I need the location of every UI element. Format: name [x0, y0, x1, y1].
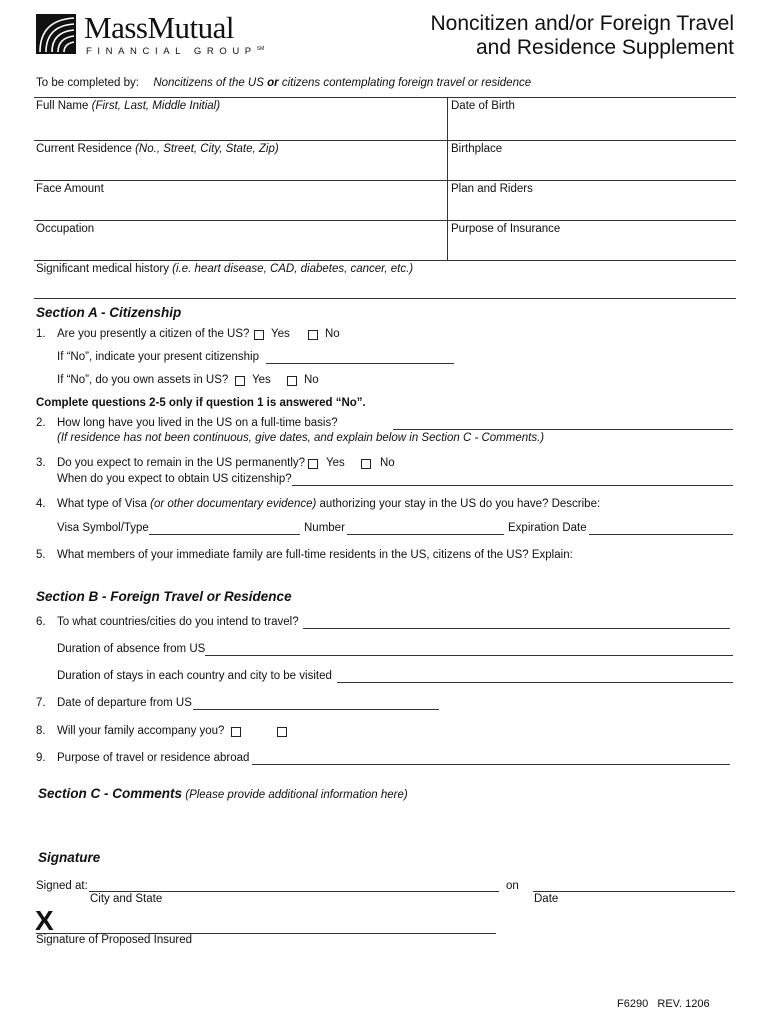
q1-assets-yes-label: Yes	[252, 374, 271, 386]
q6-text: To what countries/cities do you intend to travel?	[57, 616, 299, 628]
birthplace-field[interactable]: Birthplace	[451, 143, 503, 155]
visa-expiration-label: Expiration Date	[508, 522, 587, 534]
signature-caption: Signature of Proposed Insured	[36, 934, 192, 946]
q8-no-checkbox[interactable]	[277, 727, 287, 737]
table-rule	[34, 180, 736, 181]
section-b-title: Section B - Foreign Travel or Residence	[36, 589, 292, 604]
q1-assets-no-label: No	[304, 374, 319, 386]
face-amount-field[interactable]: Face Amount	[36, 183, 104, 195]
q1-yes-checkbox[interactable]	[254, 330, 264, 340]
intro: To be completed by: Noncitizens of the US or citizens contemplating foreign travel or residence	[36, 77, 532, 89]
q3-sub-input[interactable]	[292, 485, 733, 486]
plan-field[interactable]: Plan and Riders	[451, 183, 533, 195]
q7-text: Date of departure from US	[57, 697, 192, 709]
q9-text: Purpose of travel or residence abroad	[57, 752, 250, 764]
q3-sub-text: When do you expect to obtain US citizenship?	[57, 473, 292, 485]
q6-number: 6.	[36, 616, 46, 628]
table-rule	[34, 260, 736, 261]
instruction: Complete questions 2-5 only if question 1 is answered “No”.	[36, 397, 366, 409]
q6-stays-input[interactable]	[337, 682, 733, 683]
section-c-title: Section C - Comments (Please provide additional information here)	[38, 786, 408, 801]
brand-sub: FINANCIAL GROUP℠	[86, 46, 265, 58]
form-code: F6290 REV. 1206	[617, 998, 710, 1010]
table-rule	[34, 298, 736, 299]
q3-yes-checkbox[interactable]	[308, 459, 318, 469]
occupation-field[interactable]: Occupation	[36, 223, 95, 235]
q7-input[interactable]	[193, 709, 439, 710]
visa-symbol-label: Visa Symbol/Type	[57, 522, 149, 534]
signed-at-label: Signed at:	[36, 880, 88, 892]
q6-stays-label: Duration of stays in each country and city to be visited	[57, 670, 332, 682]
q8-number: 8.	[36, 725, 46, 737]
q1-yes-label: Yes	[271, 328, 290, 340]
q9-number: 9.	[36, 752, 46, 764]
table-rule	[34, 220, 736, 221]
q6-absence-label: Duration of absence from US	[57, 643, 206, 655]
visa-symbol-input[interactable]	[149, 534, 300, 535]
purpose-field[interactable]: Purpose of Insurance	[451, 223, 561, 235]
q6-absence-input[interactable]	[205, 655, 733, 656]
q1-no-checkbox[interactable]	[308, 330, 318, 340]
logo	[36, 10, 265, 60]
q7-number: 7.	[36, 697, 46, 709]
q4-number: 4.	[36, 498, 46, 510]
brand-name: MassMutual	[84, 10, 234, 45]
q1-assets-label: If “No”, do you own assets in US?	[57, 374, 229, 386]
visa-number-input[interactable]	[347, 534, 504, 535]
full-name-field[interactable]: Full Name (First, Last, Middle Initial)	[36, 100, 221, 112]
city-state-caption: City and State	[90, 893, 163, 905]
q2-text: How long have you lived in the US on a full-time basis?	[57, 417, 338, 429]
q2-input[interactable]	[393, 429, 733, 430]
table-rule	[34, 97, 736, 98]
residence-field[interactable]: Current Residence (No., Street, City, State, Zip)	[36, 143, 279, 155]
q1-no-label: No	[325, 328, 340, 340]
q2-number: 2.	[36, 417, 46, 429]
table-divider	[447, 97, 448, 260]
q3-number: 3.	[36, 457, 46, 469]
date-caption: Date	[534, 893, 559, 905]
q1-citizenship-input[interactable]	[266, 363, 454, 364]
signature-title: Signature	[38, 850, 101, 865]
signed-at-input[interactable]	[89, 891, 499, 892]
q1-number: 1.	[36, 328, 46, 340]
q4-text: What type of Visa (or other documentary evidence) authorizing your stay in the US do you have? Describe:	[57, 498, 601, 510]
q1-assets-yes-checkbox[interactable]	[235, 376, 245, 386]
q8-text: Will your family accompany you?	[57, 725, 225, 737]
table-rule	[34, 140, 736, 141]
logo-mark-icon	[36, 14, 76, 54]
form-title: Noncitizen and/or Foreign Travel and Residence Supplement	[430, 12, 734, 59]
dob-field[interactable]: Date of Birth	[451, 100, 515, 112]
q6-input[interactable]	[303, 628, 730, 629]
q3-text: Do you expect to remain in the US permanently?	[57, 457, 306, 469]
q5-text: What members of your immediate family are full-time residents in the US, citizens of the US? Explain:	[57, 549, 573, 561]
medical-history-field[interactable]: Significant medical history (i.e. heart disease, CAD, diabetes, cancer, etc.)	[36, 263, 414, 275]
q2-note: (If residence has not been continuous, give dates, and explain below in Section C - Comments.)	[57, 432, 545, 444]
q1-text: Are you presently a citizen of the US?	[57, 328, 250, 340]
q5-number: 5.	[36, 549, 46, 561]
signature-x-mark: X	[35, 905, 54, 936]
visa-number-label: Number	[304, 522, 345, 534]
q3-no-checkbox[interactable]	[361, 459, 371, 469]
q1-assets-no-checkbox[interactable]	[287, 376, 297, 386]
section-a-title: Section A - Citizenship	[36, 305, 182, 320]
date-input[interactable]	[533, 891, 735, 892]
q3-no-label: No	[380, 457, 395, 469]
q9-input[interactable]	[252, 764, 730, 765]
q3-yes-label: Yes	[326, 457, 345, 469]
visa-expiration-input[interactable]	[589, 534, 733, 535]
on-label: on	[506, 880, 519, 892]
q8-yes-checkbox[interactable]	[231, 727, 241, 737]
q1-citizenship-label: If “No”, indicate your present citizenship	[57, 351, 259, 363]
